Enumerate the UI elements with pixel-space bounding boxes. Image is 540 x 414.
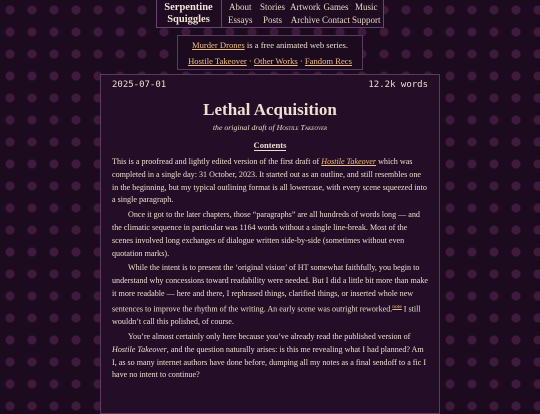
site-logo[interactable] xyxy=(156,0,222,27)
paragraph-4 xyxy=(112,331,429,382)
site-logo-line2: Squiggles xyxy=(167,13,210,25)
murder-drones-link[interactable]: Murder Drones xyxy=(191,40,245,50)
site-logo-line1: Serpentine xyxy=(164,2,213,13)
nav-link-posts[interactable]: Posts xyxy=(263,15,283,25)
fandom-recs-link[interactable]: Fandom Recs xyxy=(304,56,352,66)
paragraph-4-text-a: You’re almost certainly only here because you’ve already read the published version of xyxy=(128,332,411,342)
subtitle-work: Hostile Takeover xyxy=(276,123,328,132)
series-links-line xyxy=(178,55,362,68)
story-word-count: 12.2k words xyxy=(368,80,428,90)
hostile-takeover-link[interactable]: Hostile Takeover xyxy=(188,56,247,66)
nav-link-artwork[interactable]: Artwork xyxy=(290,2,321,12)
nav-link-games[interactable]: Games xyxy=(323,2,349,12)
nav-link-archive[interactable]: Archive xyxy=(290,15,320,25)
paragraph-1-text-a: This is a proofread and lightly edited version of the first draft of xyxy=(112,157,322,166)
story-title: Lethal Acquisition xyxy=(203,100,337,119)
paragraph-3-text-b: I still wouldn’t call this polished, of course. xyxy=(112,304,421,327)
paragraph-4-work: Hostile Takeover xyxy=(112,344,167,354)
other-works-link[interactable]: Other Works xyxy=(253,56,298,66)
link-separator: · xyxy=(297,56,305,66)
nav-link-contact[interactable]: Contact xyxy=(322,15,350,25)
nav-link-support[interactable]: Support xyxy=(352,15,381,25)
paragraph-3 xyxy=(112,262,429,329)
paragraph-3-text-a: While the intent is to present the ‘original vision’ of HT somewhat faithfully, you begin to understand why concessions toward readability were needed. But I did a little bit more than make it more readable — here and there, I rephrased things, clarified things, or inserted whole new sentences to improve the rhythm of the writing. An early scene was outright reworked. xyxy=(112,263,429,314)
nav-column-4 xyxy=(322,1,350,27)
contents-label: Contents xyxy=(253,140,287,150)
nav-link-music[interactable]: Music xyxy=(355,2,378,12)
nav-link-about[interactable]: About xyxy=(229,2,252,12)
story-panel xyxy=(100,74,440,414)
paragraph-2: Once it got to the later chapters, those “paragraphs” are all hundreds of words long — and the climatic sequence in particular was 1164 words without a single line-break. Most of the scenes involved long exchanges of dialogue written side-by-side (sometimes without even quotation marks). xyxy=(112,210,420,258)
footnote-link[interactable]: note xyxy=(392,303,402,310)
nav-column-2 xyxy=(260,1,285,27)
nav-column-3 xyxy=(290,1,321,27)
story-date: 2025-07-01 xyxy=(112,80,167,90)
link-separator: · xyxy=(246,56,254,66)
nav-link-stories[interactable]: Stories xyxy=(260,2,286,12)
paragraph-1 xyxy=(112,156,429,207)
nav-link-essays[interactable]: Essays xyxy=(228,15,253,25)
series-intro-text: is a free animated web series. xyxy=(244,40,349,50)
story-body xyxy=(112,156,429,384)
story-subtitle xyxy=(101,123,439,132)
series-intro-box xyxy=(177,35,363,70)
nav-column-1 xyxy=(228,1,253,27)
paragraph-4-text-b: , and the question naturally arises: is this me revealing what I had planned? Am I, as so many internet authors have done before, dumping all my notes as a final sendoff to a fic I have no intent to continue? xyxy=(112,344,427,380)
series-intro-line xyxy=(178,39,362,52)
paragraph-1-text-b: which was completed in a single day: 31 October, 2023. It started out as an outline, and still resembles one in the beginning, but my typical outlining format is all lowercase, with every scene squeezed into a single paragraph. xyxy=(112,157,427,205)
contents-toggle[interactable] xyxy=(101,140,439,150)
subtitle-prefix: the original draft of xyxy=(212,123,277,132)
nav-column-5 xyxy=(352,1,381,27)
hostile-takeover-inline-link[interactable]: Hostile Takeover xyxy=(321,157,377,166)
